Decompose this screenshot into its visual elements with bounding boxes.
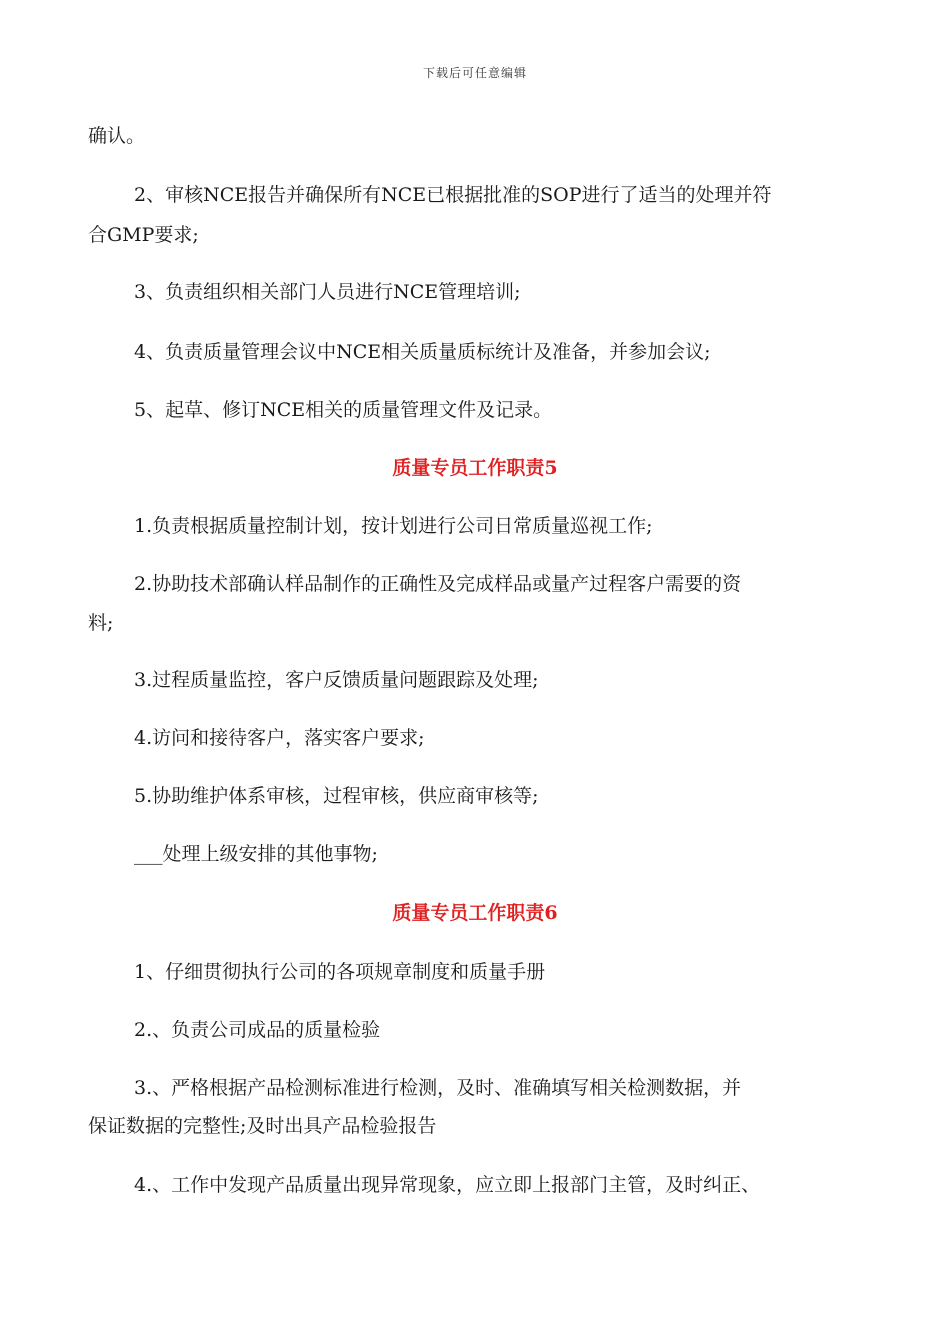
page-header: 下载后可任意编辑: [422, 66, 527, 80]
paragraph-3: 3、负责组织相关部门人员进行NCE管理培训;: [134, 281, 521, 303]
section5-item-1: 1.负责根据质量控制计划，按计划进行公司日常质量巡视工作;: [134, 515, 653, 537]
section5-item-5: 5.协助维护体系审核，过程审核，供应商审核等;: [134, 785, 539, 807]
section6-item-3-line-1: 3.、严格根据产品检测标准进行检测，及时、准确填写相关检测数据，并: [134, 1077, 742, 1099]
section6-item-2: 2.、负责公司成品的质量检验: [134, 1019, 381, 1041]
section5-item-4: 4.访问和接待客户，落实客户要求;: [134, 727, 425, 749]
section6-item-3-line-2: 保证数据的完整性;及时出具产品检验报告: [88, 1115, 437, 1137]
section6-item-1: 1、仔细贯彻执行公司的各项规章制度和质量手册: [134, 961, 546, 983]
section5-item-6: ___处理上级安排的其他事物;: [134, 843, 378, 865]
section-heading-5: 质量专员工作职责5: [392, 457, 558, 479]
paragraph-intro: 确认。: [88, 125, 146, 147]
section-heading-6: 质量专员工作职责6: [392, 902, 558, 924]
paragraph-5: 5、起草、修订NCE相关的质量管理文件及记录。: [134, 399, 553, 421]
section5-item-2-line-2: 料;: [88, 612, 114, 634]
section5-item-2-line-1: 2.协助技术部确认样品制作的正确性及完成样品或量产过程客户需要的资: [134, 573, 742, 595]
section5-item-3: 3.过程质量监控，客户反馈质量问题跟踪及处理;: [134, 669, 539, 691]
paragraph-4: 4、负责质量管理会议中NCE相关质量质标统计及准备，并参加会议;: [134, 341, 711, 363]
paragraph-2-line-2: 合GMP要求;: [88, 224, 199, 246]
section6-item-4: 4.、工作中发现产品质量出现异常现象，应立即上报部门主管，及时纠正、: [134, 1174, 761, 1196]
paragraph-2-line-1: 2、审核NCE报告并确保所有NCE已根据批准的SOP进行了适当的处理并符: [134, 184, 772, 206]
